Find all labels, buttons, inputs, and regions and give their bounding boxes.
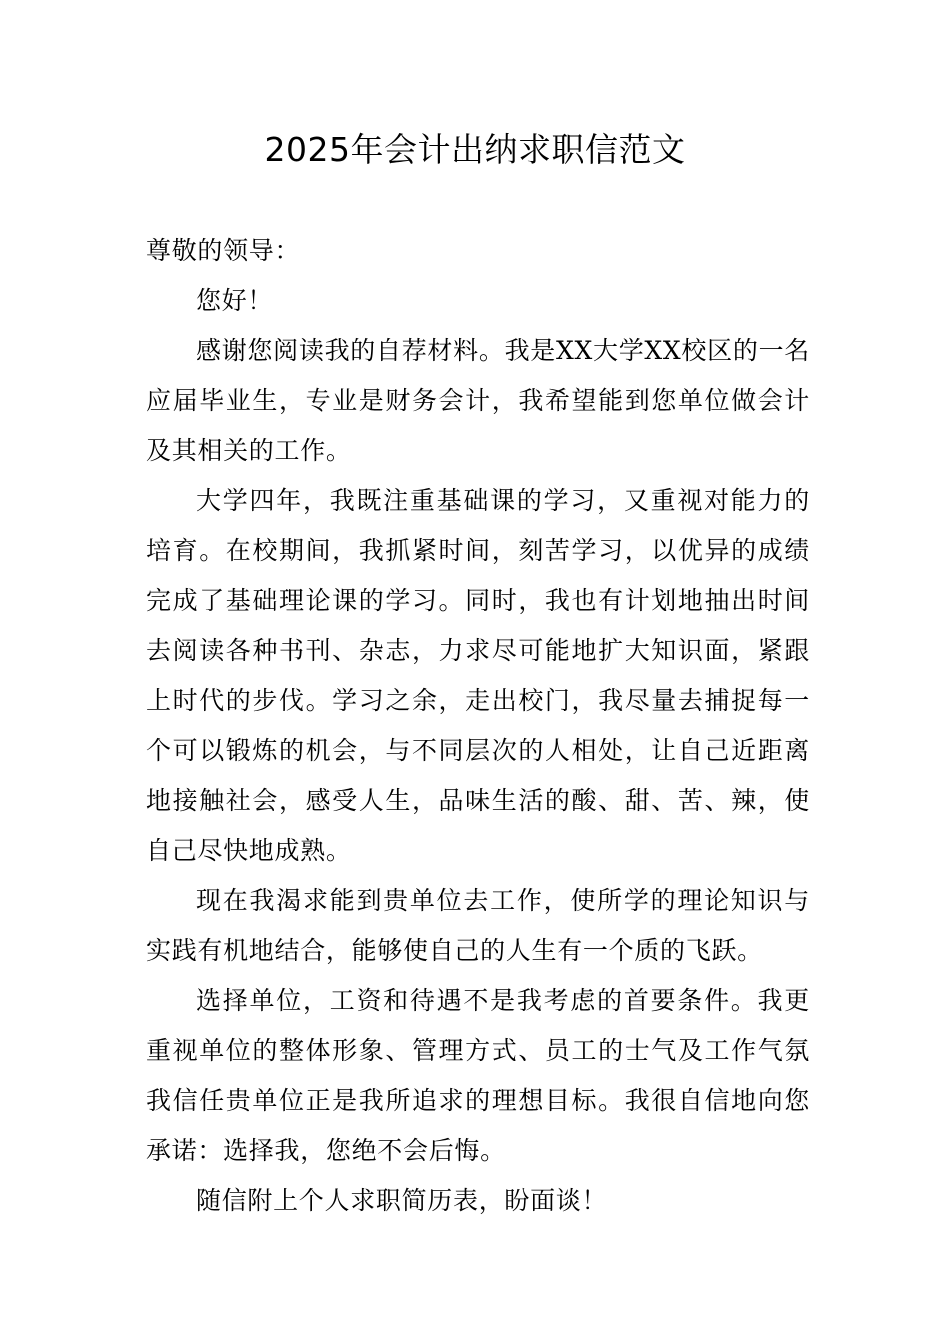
- letter-body: [146, 226, 810, 1226]
- document-title: 2025年会计出纳求职信范文: [264, 130, 686, 169]
- paragraph-intro: 感谢您阅读我的自荐材料。我是XX大学XX校区的一名应届毕业生，专业是财务会计，我希望能到您单位做会计及其相关的工作。: [146, 336, 810, 465]
- paragraph-university: 大学四年，我既注重基础课的学习，又重视对能力的培育。在校期间，我抓紧时间，刻苦学习，以优异的成绩完成了基础理论课的学习。同时，我也有计划地抽出时间去阅读各种书刊、杂志，力求尽可能地扩大知识面，紧跟上时代的步伐。学习之余，走出校门，我尽量去捕捉每一个可以锻炼的机会，与不同层次的人相处，让自己近距离地接触社会，感受人生，品味生活的酸、甜、苦、辣，使自己尽快地成熟。: [146, 486, 810, 865]
- paragraph-choice: 选择单位，工资和待遇不是我考虑的首要条件。我更重视单位的整体形象、管理方式、员工的士气及工作气氛我信任贵单位正是我所追求的理想目标。我很自信地向您承诺：选择我，您绝不会后悔。: [146, 986, 810, 1165]
- salutation: 尊敬的领导：: [146, 236, 301, 265]
- paragraph-closing: 随信附上个人求职简历表，盼面谈！: [196, 1186, 608, 1215]
- paragraph-aspiration: 现在我渴求能到贵单位去工作，使所学的理论知识与实践有机地结合，能够使自己的人生有一个质的飞跃。: [146, 886, 810, 965]
- greeting: 您好！: [196, 286, 274, 315]
